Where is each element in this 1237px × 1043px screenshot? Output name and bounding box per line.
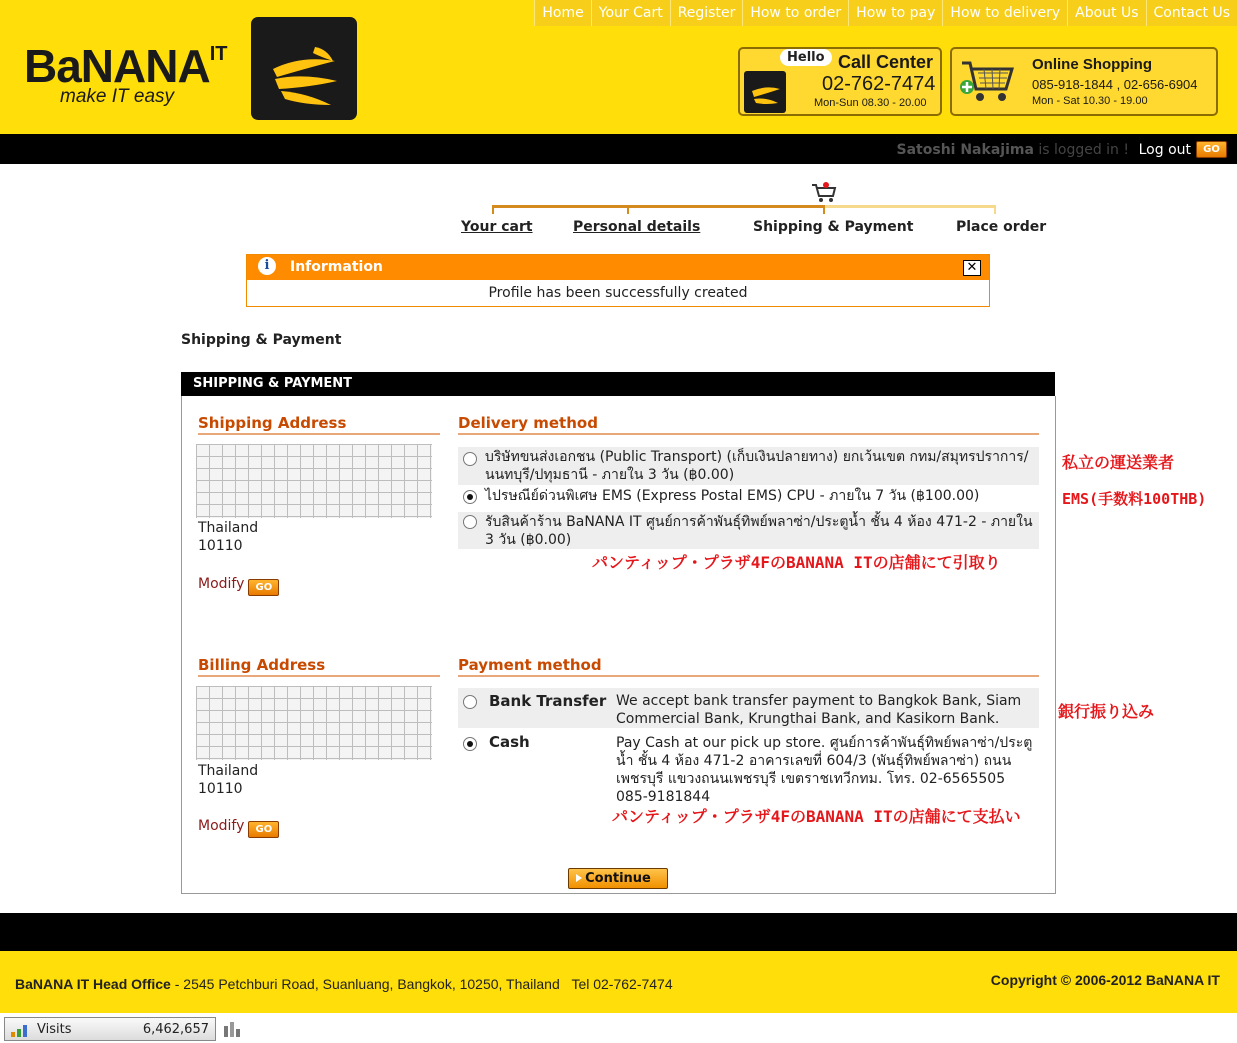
footer-street: - 2545 Petchburi Road, Suanluang, Bangkok, 10250, Thailand	[170, 976, 560, 992]
step-tick	[994, 205, 996, 214]
shipping-address-postcode: 10110	[198, 538, 243, 554]
logo-tagline: make IT easy	[60, 86, 175, 107]
info-icon: i	[258, 257, 276, 275]
annotation-pickup: パンティップ・プラザ4FのBANANA ITの店舗にて引取り	[592, 553, 1001, 572]
billing-address-title: Billing Address	[198, 656, 440, 677]
shipping-address-redacted	[196, 444, 432, 518]
nav-how-to-delivery[interactable]: How to delivery	[942, 0, 1067, 26]
annotation-public-transport: 私立の運送業者	[1062, 453, 1175, 472]
logout-go-button[interactable]: GO	[1196, 141, 1227, 158]
nav-about-us[interactable]: About Us	[1067, 0, 1145, 26]
annotation-ems: EMS(手数料100THB)	[1062, 490, 1207, 508]
logout-link[interactable]: Log out	[1138, 142, 1191, 158]
radio-button-checked[interactable]	[463, 490, 477, 504]
panel-title: SHIPPING & PAYMENT	[181, 372, 1055, 396]
call-center-badge[interactable]	[738, 47, 942, 116]
call-center-hours: Mon-Sun 08.30 - 20.00	[814, 97, 927, 109]
radio-button-checked[interactable]	[463, 737, 477, 751]
delivery-option-label: ไปรษณีย์ด่วนพิเศษ EMS (Express Postal EMS) CPU - ภายใน 7 วัน (฿100.00)	[485, 488, 980, 504]
footer-bar	[0, 913, 1237, 951]
online-shopping-hours: Mon - Sat 10.30 - 19.00	[1032, 95, 1148, 107]
bar-chart-icon	[11, 1024, 29, 1037]
payment-method-title: Payment method	[458, 656, 1039, 677]
user-name: Satoshi Nakajima	[896, 142, 1034, 158]
close-icon[interactable]: ✕	[963, 260, 981, 276]
modify-label[interactable]: Modify	[198, 818, 245, 834]
site-logo[interactable]	[24, 30, 227, 108]
footer-address	[15, 976, 673, 992]
nav-register[interactable]: Register	[670, 0, 743, 26]
online-shopping-phones: 085-918-1844 , 02-656-6904	[1032, 77, 1198, 92]
step-tick	[823, 205, 825, 214]
information-box	[246, 254, 990, 307]
delivery-option-store-pickup[interactable]	[458, 512, 1039, 549]
hello-bubble: Hello	[780, 49, 832, 66]
shopping-cart-icon	[958, 57, 1018, 109]
nav-contact-us[interactable]: Contact Us	[1146, 0, 1237, 26]
delivery-option-label: บริษัทขนส่งเอกชน (Public Transport) (เก็บเงินปลายทาง) ยกเว้นเขต กทม/สมุทรปราการ/นนทบุรี/ปทุมธานี - ภายใน 3 วัน (฿0.00)	[485, 449, 1029, 483]
payment-name-bank-transfer: Bank Transfer	[489, 692, 607, 710]
delivery-option-label: รับสินค้าร้าน BaNANA IT ศูนย์การค้าพันธุ์ทิพย์พลาซ่า/ประตูน้ำ ชั้น 4 ห้อง 471-2 - ภายใน 3 วัน (฿0.00)	[485, 514, 1033, 548]
step-tick	[627, 205, 629, 214]
progress-line-todo	[824, 205, 996, 208]
step-personal-details[interactable]: Personal details	[573, 219, 701, 235]
continue-button[interactable]	[568, 868, 668, 889]
site-footer	[0, 951, 1237, 1013]
logo-sup: IT	[209, 43, 228, 65]
radio-button[interactable]	[463, 452, 477, 466]
information-title: Information	[290, 259, 383, 275]
billing-address-country: Thailand	[198, 763, 259, 779]
visit-counter	[4, 1017, 216, 1041]
progress-line-done	[492, 205, 824, 208]
play-arrow-icon	[576, 874, 582, 882]
banana-logo-icon	[251, 17, 357, 120]
call-center-phone: 02-762-7474	[822, 73, 936, 95]
continue-label: Continue	[585, 871, 651, 886]
nav-how-to-order[interactable]: How to order	[742, 0, 848, 26]
billing-address-postcode: 10110	[198, 781, 243, 797]
call-center-title: Call Center	[838, 52, 934, 72]
top-navigation	[534, 0, 1237, 26]
modify-label[interactable]: Modify	[198, 576, 245, 592]
step-tick	[492, 205, 494, 214]
footer-tel: Tel 02-762-7474	[571, 976, 673, 992]
user-bar	[0, 134, 1237, 164]
footer-office: BaNANA IT Head Office	[15, 976, 171, 992]
nav-your-cart[interactable]: Your Cart	[591, 0, 670, 26]
online-shopping-badge[interactable]	[950, 47, 1218, 116]
shipping-modify-go-button[interactable]: GO	[248, 579, 279, 596]
nav-how-to-pay[interactable]: How to pay	[848, 0, 942, 26]
step-shipping-payment: Shipping & Payment	[753, 219, 914, 235]
delivery-method-title: Delivery method	[458, 414, 1039, 435]
information-message: Profile has been successfully created	[488, 285, 748, 301]
radio-button[interactable]	[463, 515, 477, 529]
nav-home[interactable]: Home	[534, 0, 590, 26]
statistics-icon[interactable]	[223, 1020, 243, 1037]
shipping-address-country: Thailand	[198, 520, 259, 536]
login-status	[897, 142, 1129, 158]
shipping-address-title: Shipping Address	[198, 414, 440, 435]
delivery-option-public-transport[interactable]	[458, 447, 1039, 485]
delivery-option-ems[interactable]	[458, 487, 1039, 507]
shipping-modify-link[interactable]	[198, 576, 279, 596]
annotation-cash: パンティップ・プラザ4FのBANANA ITの店舗にて支払い	[612, 807, 1021, 826]
step-place-order: Place order	[956, 219, 1047, 235]
payment-desc-cash: Pay Cash at our pick up store. ศูนย์การค้าพันธุ์ทิพย์พลาซ่า/ประตูน้ำ ชั้น 4 ห้อง 471-2 อาคารเลขที่ 604/3 (พันธุ์ทิพย์พลาซ่า) ถนนเพชรบุรี แขวงถนนเพชรบุรี เขตราชเทวีกทม. โทร. 02-6565505 085-9181844	[616, 735, 1033, 805]
visits-label: Visits	[37, 1022, 72, 1037]
logo-name: BaNANA	[24, 40, 210, 92]
billing-modify-link[interactable]	[198, 818, 279, 838]
page-title: Shipping & Payment	[181, 332, 342, 348]
login-status-text: is logged in !	[1033, 142, 1129, 158]
payment-name-cash: Cash	[489, 733, 530, 751]
visits-count: 6,462,657	[142, 1022, 209, 1037]
annotation-bank: 銀行振り込み	[1058, 702, 1155, 721]
information-header	[247, 255, 989, 280]
banana-small-icon	[744, 71, 786, 113]
radio-button[interactable]	[463, 695, 477, 709]
billing-modify-go-button[interactable]: GO	[248, 821, 279, 838]
progress-cart-icon	[811, 182, 837, 204]
site-header	[0, 0, 1237, 134]
step-your-cart[interactable]: Your cart	[461, 219, 533, 235]
footer-copyright: Copyright © 2006-2012 BaNANA IT	[990, 972, 1220, 988]
payment-desc-bank-transfer: We accept bank transfer payment to Bangkok Bank, Siam Commercial Bank, Krungthai Bank, and Kasikorn Bank.	[616, 693, 1022, 727]
billing-address-redacted	[196, 686, 432, 760]
online-shopping-title: Online Shopping	[1032, 56, 1152, 73]
